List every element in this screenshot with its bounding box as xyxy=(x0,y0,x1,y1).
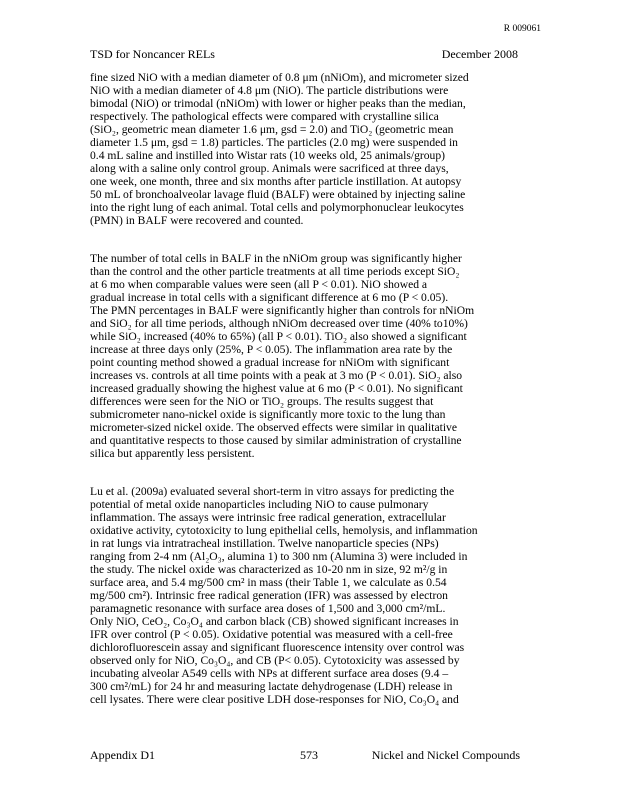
text-line: Only NiO, CeO₂, Co₃O₄ and carbon black (CB) showed significant increases in xyxy=(90,615,459,628)
text-line: paramagnetic resonance with surface area doses of 1,500 and 3,000 cm²/mL. xyxy=(90,602,446,615)
text-line: fine sized NiO with a median diameter of 0.8 μm (nNiOm), and micrometer sized xyxy=(90,71,469,84)
text-line: submicrometer nano-nickel oxide is significantly more toxic to the lung than xyxy=(90,408,446,421)
document-id: R 009061 xyxy=(503,24,541,34)
text-line: The PMN percentages in BALF were significantly higher than controls for nNiOm xyxy=(90,304,475,317)
text-line: The number of total cells in BALF in the nNiOm group was significantly higher xyxy=(90,252,462,265)
text-line: incubating alveolar A549 cells with NPs at different surface area doses (9.4 – xyxy=(90,667,449,680)
text-line: mg/500 cm²). Intrinsic free radical generation (IFR) was assessed by electron xyxy=(90,589,448,602)
text-line: bimodal (NiO) or trimodal (nNiOm) with lower or higher peaks than the median, xyxy=(90,97,466,110)
text-line: 0.4 mL saline and instilled into Wistar rats (10 weeks old, 25 animals/group) xyxy=(90,149,446,162)
text-line: (SiO₂, geometric mean diameter 1.6 μm, gsd = 2.0) and TiO₂ (geometric mean xyxy=(90,123,454,136)
text-line: NiO with a median diameter of 4.8 μm (NiO). The particle distributions were xyxy=(90,84,449,97)
text-line: cell lysates. There were clear positive LDH dose-responses for NiO, Co₃O₄ and xyxy=(90,693,459,706)
text-line: gradual increase in total cells with a significant difference at 6 mo (P < 0.05). xyxy=(90,291,449,304)
text-line: silica but apparently less persistent. xyxy=(90,447,255,460)
text-line: into the right lung of each animal. Total cells and polymorphonuclear leukocytes xyxy=(90,201,464,214)
text-line: increases vs. controls at all time points with a peak at 3 mo (P < 0.01). SiO₂ also xyxy=(90,369,463,382)
paragraph-1 xyxy=(90,71,520,227)
text-line: while SiO₂ increased (40% to 65%) (all P < 0.01). TiO₂ also showed a significant xyxy=(90,330,467,343)
text-line: surface area, and 5.4 mg/500 cm² in mass (their Table 1, we calculate as 0.54 xyxy=(90,576,447,589)
text-line: in rat lungs via intratracheal instillation. Twelve nanoparticle species (NPs) xyxy=(90,537,439,550)
text-line: micrometer-sized nickel oxide. The observed effects were similar in qualitative xyxy=(90,421,457,434)
header-title: TSD for Noncancer RELs xyxy=(90,47,215,61)
text-line: dichlorofluorescein assay and significant fluorescence intensity over control was xyxy=(90,641,465,654)
paragraph-2 xyxy=(90,252,520,460)
text-line: Lu et al. (2009a) evaluated several short-term in vitro assays for predicting the xyxy=(90,485,455,498)
text-line: increase at three days only (25%, P < 0.05). The inflammation area rate by the xyxy=(90,343,453,356)
text-line: potential of metal oxide nanoparticles including NiO to cause pulmonary xyxy=(90,498,429,511)
text-line: inflammation. The assays were intrinsic free radical generation, extracellular xyxy=(90,511,446,524)
page-header xyxy=(90,47,518,62)
text-line: respectively. The pathological effects were compared with crystalline silica xyxy=(90,110,439,123)
page-number: 573 xyxy=(300,748,318,762)
text-line: diameter 1.5 μm, gsd = 1.8) particles. The particles (2.0 mg) were suspended in xyxy=(90,136,458,149)
text-line: than the control and the other particle treatments at all time periods except SiO₂ xyxy=(90,265,460,278)
text-line: (PMN) in BALF were recovered and counted. xyxy=(90,214,304,227)
footer-chemical: Nickel and Nickel Compounds xyxy=(371,748,520,762)
text-line: oxidative activity, cytotoxicity to lung epithelial cells, hemolysis, and inflammation xyxy=(90,524,478,537)
header-date: December 2008 xyxy=(441,47,518,61)
text-line: point counting method showed a gradual increase for nNiOm with significant xyxy=(90,356,450,369)
text-line: at 6 mo when comparable values were seen (all P < 0.01). NiO showed a xyxy=(90,278,428,291)
text-line: increased gradually showing the highest value at 6 mo (P < 0.01). No significant xyxy=(90,382,463,395)
text-line: IFR over control (P < 0.05). Oxidative potential was measured with a cell-free xyxy=(90,628,453,641)
text-line: observed only for NiO, Co₃O₄, and CB (P< 0.05). Cytotoxicity was assessed by xyxy=(90,654,460,667)
text-line: 300 cm²/mL) for 24 hr and measuring lactate dehydrogenase (LDH) release in xyxy=(90,680,453,693)
paragraph-3 xyxy=(90,485,520,706)
text-line: and quantitative respects to those caused by similar administration of crystalline xyxy=(90,434,462,447)
text-line: the study. The nickel oxide was characterized as 10-20 nm in size, 92 m²/g in xyxy=(90,563,448,576)
text-line: along with a saline only control group. Animals were sacrificed at three days, xyxy=(90,162,449,175)
text-line: 50 mL of bronchoalveolar lavage fluid (BALF) were obtained by injecting saline xyxy=(90,188,466,201)
text-line: ranging from 2-4 nm (Al₂O₃, alumina 1) to 300 nm (Alumina 3) were included in xyxy=(90,550,468,563)
footer-appendix: Appendix D1 xyxy=(90,748,155,762)
text-line: differences were seen for the NiO or TiO₂ groups. The results suggest that xyxy=(90,395,434,408)
text-line: and SiO₂ for all time periods, although nNiOm decreased over time (40% to10%) xyxy=(90,317,468,330)
text-line: one week, one month, three and six months after particle instillation. At autopsy xyxy=(90,175,462,188)
